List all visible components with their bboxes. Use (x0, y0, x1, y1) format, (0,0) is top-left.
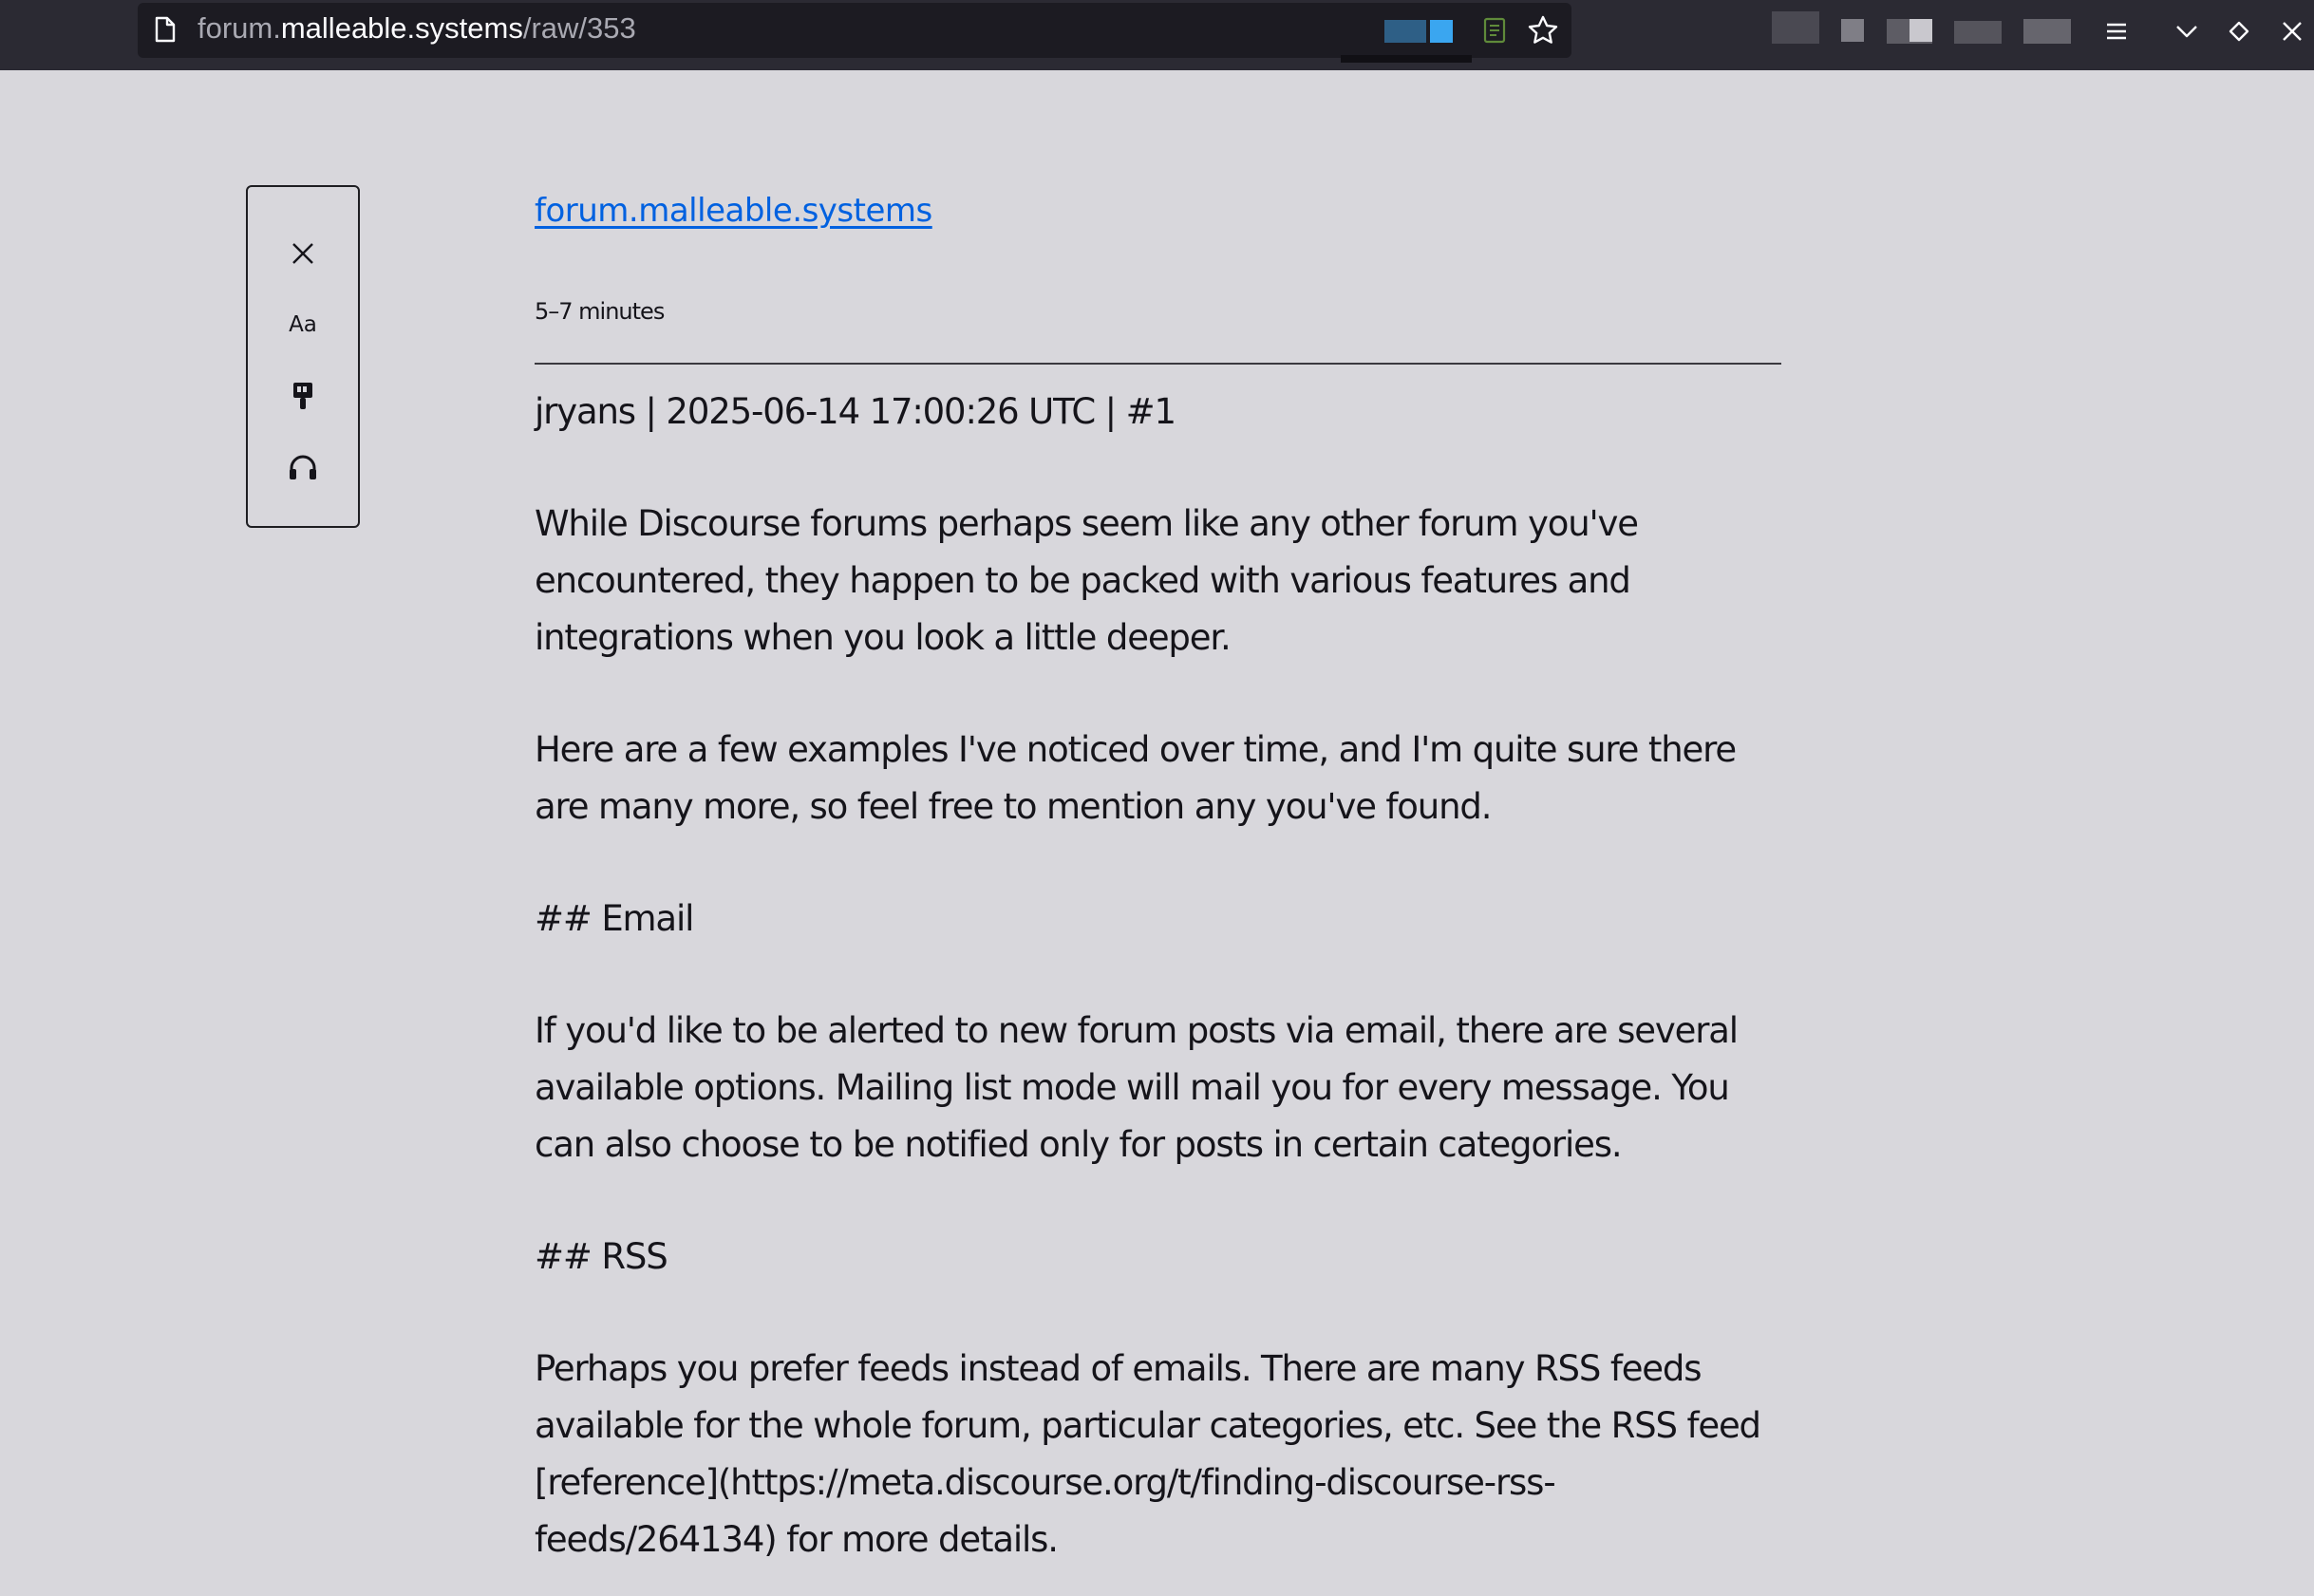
reader-toolbar (246, 185, 360, 528)
chevron-down-icon[interactable] (2174, 19, 2199, 44)
headphones-icon (288, 453, 318, 481)
page-icon (154, 16, 177, 43)
url-prefix: forum. (198, 11, 281, 45)
post-meta: jryans | 2025-06-14 17:00:26 UTC | #1 (535, 391, 1176, 432)
divider (535, 363, 1781, 365)
url-domain: malleable.systems (280, 11, 523, 45)
theme-brush-icon (291, 380, 315, 412)
article (535, 180, 1781, 1568)
toolbar-extension[interactable] (1910, 19, 1932, 42)
menu-icon[interactable] (2104, 19, 2129, 44)
url-text[interactable] (198, 9, 636, 47)
site-link[interactable]: forum.malleable.systems (535, 192, 932, 230)
toolbar-extension[interactable] (2023, 19, 2071, 44)
extension-icon[interactable] (1384, 20, 1426, 43)
section-heading-email: ## Email (535, 898, 694, 939)
section-heading-rss: ## RSS (535, 1236, 668, 1277)
url-path: /raw/353 (522, 11, 636, 45)
paragraph: While Discourse forums perhaps seem like any other forum you've encountered, they happen to be packed with various features and integrations when you look a little deeper. (535, 503, 1648, 658)
toolbar-extension[interactable] (1772, 11, 1819, 44)
bookmark-star-icon[interactable] (1527, 14, 1559, 47)
toolbar-extension[interactable] (1841, 19, 1864, 42)
extension-icon[interactable] (1430, 20, 1453, 43)
paragraph: If you'd like to be alerted to new forum posts via email, there are several available options. Mailing list mode will mail you for every message. You can also choose to be notified only for posts in certain categories. (535, 1010, 1748, 1165)
paragraph: Here are a few examples I've noticed over time, and I'm quite sure there are many more, so feel free to mention any you've found. (535, 729, 1746, 827)
diamond-icon[interactable] (2227, 19, 2251, 44)
type-controls-button[interactable] (248, 296, 358, 353)
paragraph: Perhaps you prefer feeds instead of emails. There are many RSS feeds available for the whole forum, particular categories, etc. See the RSS feed [reference](https://meta.discourse.org/t/finding-discourse-rss-feeds/264134) for more details. (535, 1348, 1771, 1560)
close-reader-button[interactable] (248, 225, 358, 282)
extension-underline (1341, 55, 1472, 63)
listen-button[interactable] (248, 439, 358, 496)
theme-button[interactable] (248, 367, 358, 424)
toolbar-extension[interactable] (1954, 21, 2002, 44)
browser-toolbar (0, 0, 2314, 70)
close-icon (290, 240, 316, 267)
reader-view-icon[interactable] (1483, 17, 1506, 44)
reading-time: 5–7 minutes (535, 298, 665, 325)
close-icon[interactable] (2280, 19, 2305, 44)
type-controls-icon: Aa (289, 312, 317, 337)
